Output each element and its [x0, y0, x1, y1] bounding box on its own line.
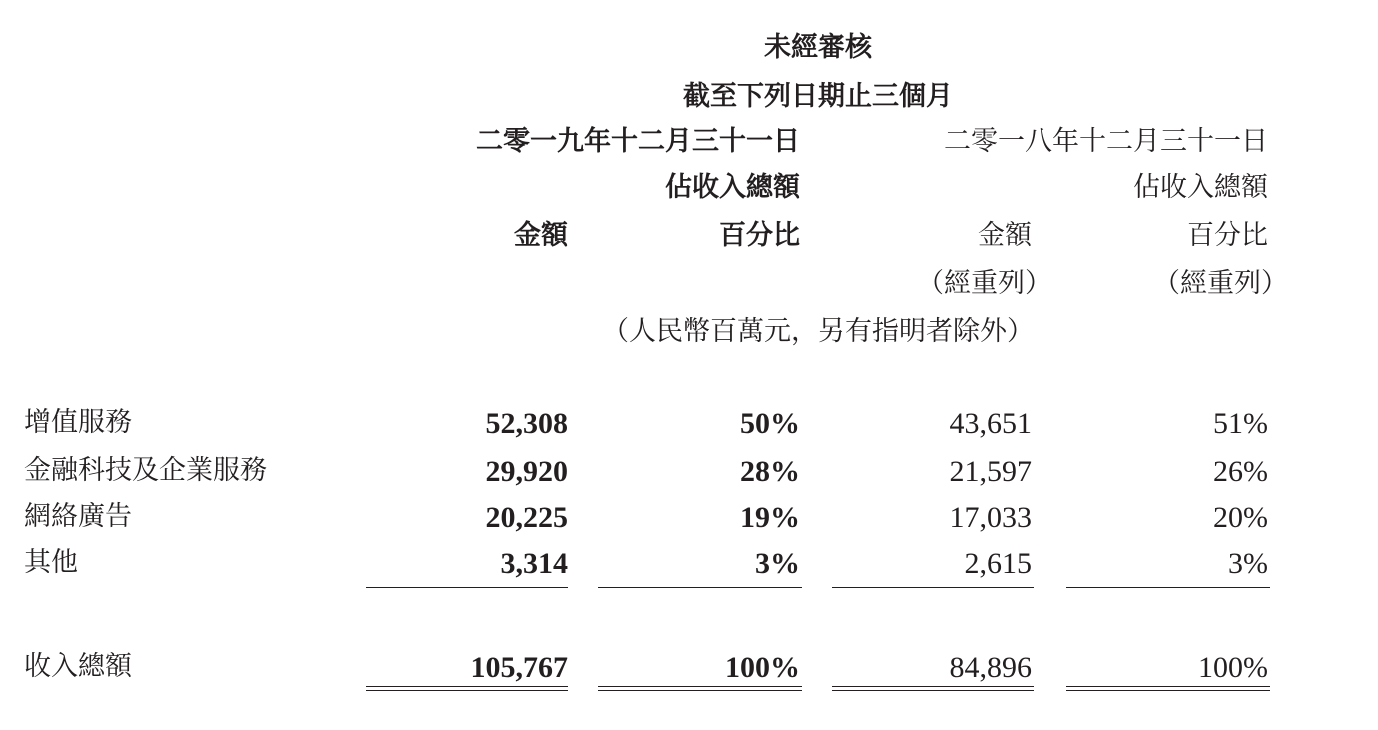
amount-2019-cell: 29,920 — [485, 455, 568, 488]
pct-of-total-2019-heading: 佔收入總額 — [665, 172, 800, 203]
row-label: 增值服務 — [24, 407, 132, 438]
total-double-rule — [598, 686, 802, 691]
total-pct-2018: 100% — [1198, 651, 1268, 684]
subtotal-rule — [1066, 587, 1270, 588]
amount-2018-cell: 17,033 — [949, 501, 1032, 534]
pct-2019-cell: 19% — [740, 501, 800, 534]
pct-2018-cell: 26% — [1213, 455, 1268, 488]
percent-2019-heading: 百分比 — [719, 220, 800, 251]
subtotal-rule — [832, 587, 1034, 588]
restated-percent-note: （經重列） — [1153, 268, 1288, 299]
pct-of-total-2018-heading: 佔收入總額 — [1133, 172, 1268, 203]
total-pct-2019: 100% — [725, 651, 800, 684]
percent-2018-heading: 百分比 — [1187, 220, 1268, 251]
row-label: 其他 — [24, 547, 78, 578]
total-label: 收入總額 — [24, 651, 132, 682]
amount-2018-heading: 金額 — [978, 220, 1032, 251]
amount-2019-cell: 3,314 — [500, 547, 568, 580]
period-heading: 截至下列日期止三個月 — [683, 81, 953, 112]
unaudited-heading: 未經審核 — [764, 32, 872, 63]
amount-2018-cell: 21,597 — [949, 455, 1032, 488]
amount-2019-cell: 20,225 — [485, 501, 568, 534]
pct-2018-cell: 3% — [1228, 547, 1268, 580]
date-2018-heading: 二零一八年十二月三十一日 — [944, 126, 1268, 157]
date-2019-heading: 二零一九年十二月三十一日 — [476, 126, 800, 157]
row-label: 金融科技及企業服務 — [24, 455, 267, 486]
units-note: （人民幣百萬元，另有指明者除外） — [602, 316, 1034, 347]
amount-2019-cell: 52,308 — [485, 407, 568, 440]
amount-2018-cell: 43,651 — [949, 407, 1032, 440]
total-double-rule — [1066, 686, 1270, 691]
pct-2019-cell: 50% — [740, 407, 800, 440]
subtotal-rule — [366, 587, 568, 588]
total-amount-2019: 105,767 — [470, 651, 568, 684]
subtotal-rule — [598, 587, 802, 588]
restated-amount-note: （經重列） — [917, 268, 1052, 299]
amount-2018-cell: 2,615 — [964, 547, 1032, 580]
pct-2018-cell: 51% — [1213, 407, 1268, 440]
pct-2018-cell: 20% — [1213, 501, 1268, 534]
amount-2019-heading: 金額 — [514, 220, 568, 251]
total-double-rule — [832, 686, 1034, 691]
total-double-rule — [366, 686, 568, 691]
pct-2019-cell: 3% — [755, 547, 800, 580]
total-amount-2018: 84,896 — [949, 651, 1032, 684]
pct-2019-cell: 28% — [740, 455, 800, 488]
row-label: 網絡廣告 — [24, 501, 132, 532]
